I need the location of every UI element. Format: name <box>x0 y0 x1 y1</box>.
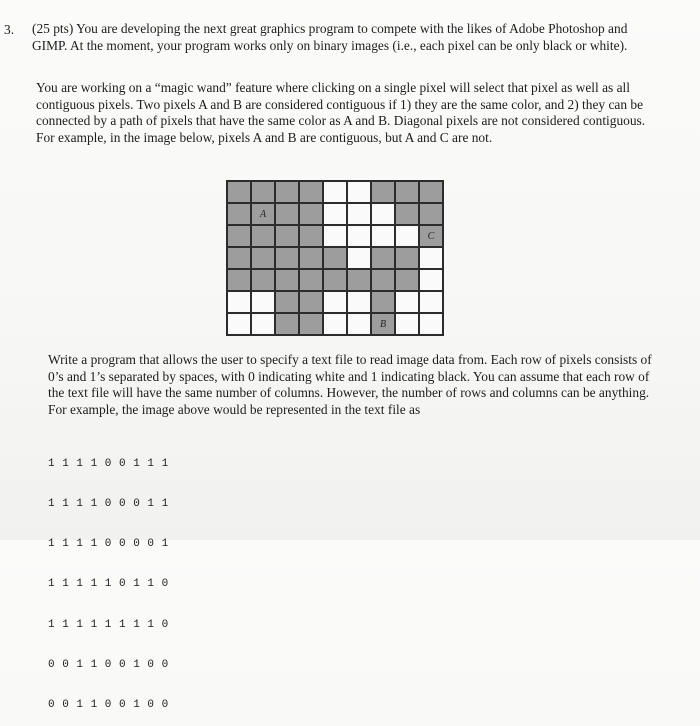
pixel-grid-figure <box>226 180 444 336</box>
pixel-label-c: C <box>419 225 443 247</box>
paragraph-line: the text file will have the same number of columns. However, the number of rows and columns can be anything. <box>48 385 650 400</box>
black-pixel <box>395 203 419 225</box>
white-pixel <box>395 225 419 247</box>
paragraph-line: You are working on a “magic wand” feature where clicking on a single pixel will select that pixel as well as all <box>36 80 630 95</box>
grid-row <box>227 203 443 225</box>
data-row: 1 1 1 1 0 0 0 0 1 <box>48 538 169 551</box>
black-pixel <box>299 203 323 225</box>
black-pixel <box>395 181 419 203</box>
black-pixel <box>347 269 371 291</box>
paragraph-line: For example, in the image below, pixels A and B are contiguous, but A and C are not. <box>36 129 493 145</box>
white-pixel <box>323 203 347 225</box>
text-file-example <box>48 431 169 726</box>
black-pixel <box>299 313 323 335</box>
white-pixel <box>251 313 275 335</box>
intro-line: GIMP. At the moment, your program works only on binary images (i.e., each pixel can be only black or white). <box>32 37 628 53</box>
black-pixel <box>419 181 443 203</box>
paragraph-line: connected by a path of pixels that have the same color as A and B. Diagonal pixels are not considered contiguous. <box>36 113 646 128</box>
black-pixel <box>299 291 323 313</box>
black-pixel <box>275 291 299 313</box>
black-pixel <box>275 181 299 203</box>
white-pixel <box>395 291 419 313</box>
black-pixel <box>251 225 275 247</box>
white-pixel <box>419 247 443 269</box>
black-pixel <box>371 181 395 203</box>
black-pixel <box>251 247 275 269</box>
grid-row <box>227 291 443 313</box>
grid-row <box>227 313 443 335</box>
black-pixel <box>251 181 275 203</box>
data-row: 0 0 1 1 0 0 1 0 0 <box>48 658 169 671</box>
white-pixel <box>323 225 347 247</box>
pixel-label-a: A <box>251 203 275 225</box>
paragraph-line: 0’s and 1’s separated by spaces, with 0 indicating white and 1 indicating black. You can assume that each row of <box>48 368 650 384</box>
intro-line: (25 pts) You are developing the next great graphics program to compete with the likes of Adobe Photoshop and <box>32 21 628 36</box>
white-pixel <box>347 291 371 313</box>
white-pixel <box>419 313 443 335</box>
black-pixel <box>299 225 323 247</box>
white-pixel <box>419 291 443 313</box>
paragraph-line: contiguous pixels. Two pixels A and B are considered contiguous if 1) they are the same color, and 2) they can be <box>36 96 644 112</box>
data-row: 1 1 1 1 1 1 1 1 0 <box>48 618 169 631</box>
black-pixel <box>275 313 299 335</box>
white-pixel <box>251 291 275 313</box>
black-pixel <box>227 203 251 225</box>
black-pixel <box>323 247 347 269</box>
white-pixel <box>323 291 347 313</box>
white-pixel <box>347 247 371 269</box>
black-pixel <box>275 203 299 225</box>
black-pixel <box>419 203 443 225</box>
white-pixel <box>371 203 395 225</box>
white-pixel <box>323 181 347 203</box>
white-pixel <box>323 313 347 335</box>
black-pixel <box>275 269 299 291</box>
pixel-grid <box>226 180 444 336</box>
paragraph-line: Write a program that allows the user to specify a text file to read image data from. Each row of pixels consists of <box>48 352 652 367</box>
data-row: 0 0 1 1 0 0 1 0 0 <box>48 699 169 712</box>
question-intro <box>32 21 627 54</box>
black-pixel <box>251 269 275 291</box>
white-pixel <box>347 203 371 225</box>
question-number: 3. <box>4 22 15 37</box>
white-pixel <box>371 225 395 247</box>
grid-row <box>227 247 443 269</box>
black-pixel <box>395 269 419 291</box>
black-pixel <box>275 247 299 269</box>
black-pixel <box>275 225 299 247</box>
white-pixel <box>227 313 251 335</box>
paragraph-line: For example, the image above would be represented in the text file as <box>48 401 421 417</box>
black-pixel <box>227 225 251 247</box>
black-pixel <box>227 247 251 269</box>
grid-row <box>227 181 443 203</box>
black-pixel <box>323 269 347 291</box>
black-pixel <box>371 247 395 269</box>
black-pixel <box>371 291 395 313</box>
white-pixel <box>227 291 251 313</box>
black-pixel <box>227 269 251 291</box>
white-pixel <box>347 225 371 247</box>
data-row: 1 1 1 1 1 0 1 1 0 <box>48 578 169 591</box>
white-pixel <box>347 181 371 203</box>
pixel-label-b: B <box>371 313 395 335</box>
black-pixel <box>371 269 395 291</box>
data-row: 1 1 1 1 0 0 1 1 1 <box>48 457 169 470</box>
black-pixel <box>299 181 323 203</box>
grid-row <box>227 225 443 247</box>
black-pixel <box>395 247 419 269</box>
white-pixel <box>395 313 419 335</box>
white-pixel <box>347 313 371 335</box>
black-pixel <box>299 247 323 269</box>
data-row: 1 1 1 1 0 0 0 1 1 <box>48 498 169 511</box>
program-paragraph <box>48 352 652 418</box>
grid-row <box>227 269 443 291</box>
magic-wand-paragraph <box>36 80 645 146</box>
white-pixel <box>419 269 443 291</box>
black-pixel <box>299 269 323 291</box>
black-pixel <box>227 181 251 203</box>
